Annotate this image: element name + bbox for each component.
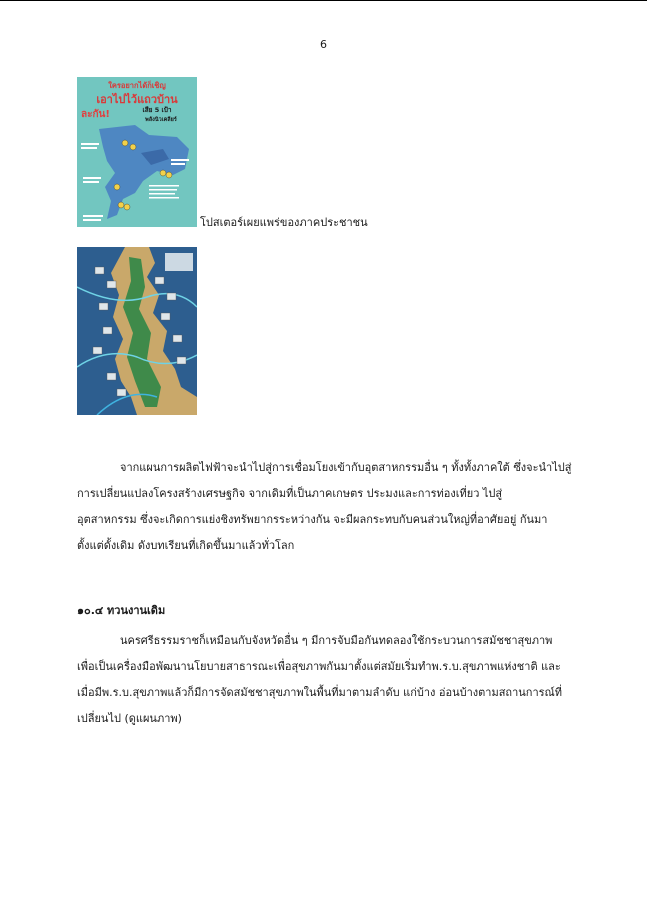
paragraph-line: นครศรีธรรมราชก็เหมือนกับจังหวัดอื่น ๆ มีการจับมือกันทดลองใช้กระบวนการสมัชชาสุขภาพ — [120, 634, 553, 647]
poster-graphic — [77, 77, 197, 227]
paragraph-line: เมื่อมีพ.ร.บ.สุขภาพแล้วก็มีการจัดสมัชชาสุขภาพในพื้นที่มาตามลำดับ แก่บ้าง อ่อนบ้างตามสถานการณ์ที่ — [77, 686, 562, 699]
southern-region-map-image — [77, 247, 197, 415]
top-border-line — [0, 0, 647, 1]
paragraph-line: อุตสาหกรรม ซึ่งจะเกิดการแย่งชิงทรัพยากรระหว่างกัน จะมีผลกระทบกับคนส่วนใหญ่ที่อาศัยอยู่ กันมา — [77, 513, 548, 526]
paragraph-line: จากแผนการผลิตไฟฟ้าจะนำไปสู่การเชื่อมโยงเข้ากับอุตสาหกรรมอื่น ๆ ทั้งทั้งภาคใต้ ซึ่งจะนำไปสู่ — [120, 461, 572, 474]
poster-caption: โปสเตอร์เผยแพร่ของภาคประชาชน — [200, 216, 368, 229]
section-heading: ๑๐.๔ ทวนงานเดิม — [77, 604, 166, 617]
paragraph-health-assembly — [77, 628, 587, 732]
poster-title-line2: เอาไปไว้แถวบ้าน — [96, 93, 178, 106]
map-legend-box — [165, 253, 193, 271]
poster-subtitle-line2: พลังนิวเคลียร์ — [145, 117, 177, 123]
paragraph-line: ตั้งแต่ดั้งเดิม ดังบทเรียนที่เกิดขึ้นมาแล้วทั่วโลก — [77, 539, 295, 552]
poster-title-line3: ละกัน! — [81, 109, 110, 120]
map-graphic — [77, 247, 197, 415]
poster-subtitle-line1: เสีย 5 เป้า — [142, 106, 172, 114]
paragraph-line: เปลี่ยนไป (ดูแผนภาพ) — [77, 712, 182, 725]
paragraph-industrial-impact — [77, 455, 587, 559]
paragraph-line: การเปลี่ยนแปลงโครงสร้างเศรษฐกิจ จากเดิมที่เป็นภาคเกษตร ประมงและการท่องเที่ยว ไปสู่ — [77, 487, 503, 500]
poster-title-line1: ใครอยากได้ก็เชิญ — [108, 81, 166, 90]
paragraph-line: เพื่อเป็นเครื่องมือพัฒนานโยบายสาธารณะเพื่อสุขภาพกันมาตั้งแต่สมัยเริ่มทำพ.ร.บ.สุขภาพแห่งชาติ และ — [77, 660, 561, 673]
campaign-poster-image — [77, 77, 197, 227]
page-number: 6 — [320, 38, 327, 51]
